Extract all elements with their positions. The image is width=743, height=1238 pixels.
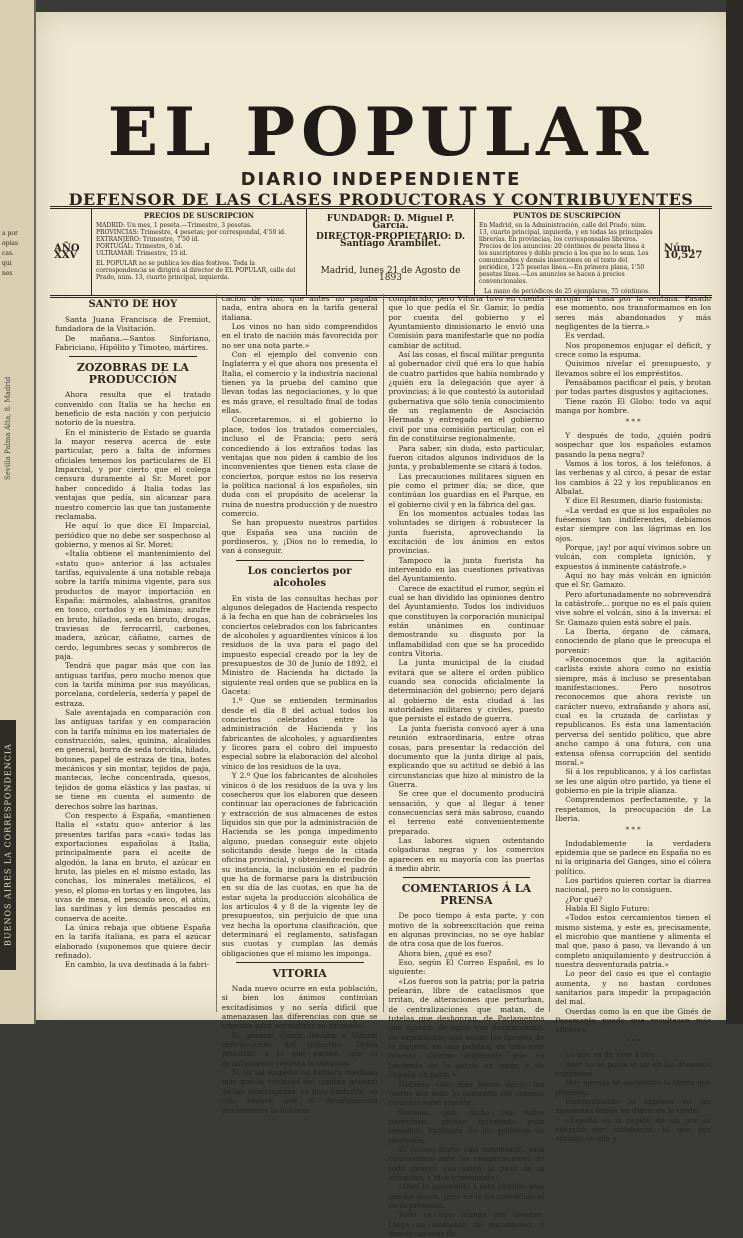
spine-dark-band: BUENOS AIRES LA CORRESPONDENCIA bbox=[0, 720, 16, 970]
paragraph: Las labores siguen ostentando colgaduras negras y los comercios aparecen en su mayoría con las puertas á medio abrir. bbox=[388, 835, 545, 873]
spine-fragment: a por bbox=[2, 230, 18, 237]
background-edge bbox=[726, 0, 743, 1024]
paragraph: Y 2.º Que los fabricantes de alcoholes vínicos ó de los residuos de la uva y los cosecheros que los elaboren que deseen continuar las operaciones de fabricación y extracción de sus almacenes de estos líquidos sin que por la administración de Hacienda se les ponga impedimento alguno, puedan conseguir este objeto solicitando desde luego de la citada oficina provincial, y obteniendo recibo de su instancia, la inclusión en el padrón que ha de formarse para la distribución en su día de las cuotas, en que ha de estar sujeta la producción alcohólica de los artículos 4 y 8 de la vigente ley de presupuestos, sin perjuicio de que una vez hecha la oportuna clasificación, que determinará el reglamento, satisfagan sus cuotas y cumplan las demás obligaciones que el mismo les imponga. bbox=[221, 771, 378, 958]
paragraph: «Dios lo concedido á este bendito país mucho dones, pero no le ha concedido el de la previsión. bbox=[388, 1182, 545, 1210]
column-1 bbox=[50, 294, 217, 1012]
article-headline: ZOZOBRAS DE LA PRODUCCIÓN bbox=[76, 361, 189, 387]
paragraph: «Los fueros son la patria; por la patria pelearán, libre de cataclismos que irritan, de alteraciones que perturban, de centralizaciones que matan, de tutelas que deshonran, de Parlamentos que agotan, de agios que desmoralizan, de expedientes que secan las fuentes de la riqueza, en una palabra, de todo este funesto sistema imperante que va haciendo de la patria un girón y de España un paria.» bbox=[388, 976, 545, 1080]
paragraph: Hubiera sido más breve decir: los fueros son todo lo contrario del sistema constitucional vigente. bbox=[388, 1079, 545, 1108]
paragraph: «España es la región de sol por su encanto por excelencia, la que por afirmar en ella y bbox=[555, 1115, 711, 1144]
paragraph: Nada nuevo ocurre en esta población, si bien los ánimos continúan excitadísimos y no sería difícil que amenazasen las diferencias con que se tropieza para normalizar su situación. bbox=[221, 984, 378, 1031]
paragraph: Vamos á los toros, á los teléfonos, á las verbenas y al circo, á pesar de estar los cambios á 22 y los republicanos en Albalat. bbox=[555, 458, 711, 496]
paragraph: Y dice El Resumen, diario fusionista: bbox=[565, 496, 703, 506]
article-headline: Los conciertos por alcoholes bbox=[247, 565, 352, 589]
paragraph: ¿Por qué? bbox=[565, 894, 603, 904]
paragraph: La única rebaja que obtiene España en la tarifa italiana, es para el azúcar elaborado (suponemos que quiere decir refinado). bbox=[55, 922, 211, 960]
paragraph: Aquí no hay más volcán en ignición que el Sr. Gamazo. bbox=[555, 570, 711, 590]
paragraph: Nos proponemos enjugar el déficit, y crece como la espuma. bbox=[555, 340, 711, 360]
paragraph: Comprendemos perfectamente, y la respetamos, la preocupación de La Iberia. bbox=[555, 795, 711, 823]
paragraph: Ahora bien, ¿qué es eso? bbox=[398, 948, 492, 958]
paragraph: «Italia obtiene el mantenimiento del «statu quo» anterior á las actuales tarifas, equivalente á una notable rebaja sobre la tarifa mínima vigente, para sus productos de mayor importación en España: mármoles, alabastros, granitos en tosco, cortados y en láminas; azufre en bruto, hilados, seda en bruto, drogas, traviesas de ferrocarril, carbones, madera, azúcar, cáñamo, carnes de cerdo, legumbres secas y sombreros de paja. bbox=[55, 549, 211, 661]
prices-note: EL POPULAR no se publica los días festivos. Toda la correspondencia se dirigirá al director de EL POPULAR, calle del Prado, núm. 13, cuarto principal, izquierda. bbox=[96, 260, 296, 281]
price-line: ULTRAMAR: Trimestre, 15 id. bbox=[96, 250, 188, 257]
price-line: EXTRANJERO: Trimestre, 7'50 id. bbox=[96, 236, 200, 243]
subscription-prices-title: PRECIOS DE SUSCRIPCION bbox=[143, 211, 255, 220]
spine-fragment: cas. bbox=[2, 250, 14, 257]
paragraph: De mañana.—Santos Sinforiano, Fabriciano, Hipólito y Timoteo, mártires. bbox=[55, 333, 211, 353]
spine-fragment: qui bbox=[2, 260, 12, 267]
masthead bbox=[36, 93, 726, 209]
subscription-points-box bbox=[475, 209, 660, 295]
paragraph: Las precauciones militares siguen en pie como el primer día; se dice, que continúan los guardias en el Parque, en el gobierno civil y en la fábrica del gas. bbox=[388, 471, 545, 509]
paragraph: La junta fuerista convocó ayer á una reunión extraordinaria, entre otras cosas, para presentar la redacción del documento que la junta dirige al país, explicando que su actitud se debió á las circunstancias que hizo al ministro de la Guerra. bbox=[388, 723, 545, 789]
paragraph: Lo que va de ayer á hoy. bbox=[565, 1050, 656, 1060]
paragraph: Para saber, sin duda, esto particular, fueron citados algunos individuos de la junta, y probablemente se citará á todos. bbox=[388, 443, 545, 472]
paragraph: arrojar la casa por la ventana. Pasado ese momento, nos transformamos en los seres más abandonados y más negligentes de la tierra.» bbox=[555, 294, 711, 332]
paragraph: Sale aventajada en comparación con las antiguas tarifas y en comparación con la tarifa mínima en los materiales de construcción, sales, quinina, alcaloides en general, borra de seda torcida, hilado, botones, papel de estraza de tina, botes mecánicos y sin montar, tejidos de paja, mantecas, leche concentrada, quesos, tejidos de goma elástica y las pastas, si se tiene en cuenta el aumento de derechos sobre las harinas. bbox=[55, 708, 211, 811]
divider bbox=[236, 962, 364, 963]
spine-vertical-text: Sevilla Palma Alta, 8. Madrid bbox=[4, 376, 12, 480]
paragraph: En vista de las consultas hechas por algunos delegados de Hacienda respecto á la fecha en que han de cobrárseles los conciertos celebrados con los fabricantes de alcoholes y aguardientes vínicos á los residuos de la uva para el pago del impuesto especial creado por la ley de presupuestos de 30 de Junio de 1892, el Ministro de Hacienda ha dictado la siguiente real orden que se publica en la Gaceta: bbox=[221, 593, 378, 697]
paragraph: Y después de todo, ¿quién podrá sospechar que los españoles estamos pasando la pena negra? bbox=[555, 430, 711, 459]
column-4 bbox=[550, 294, 716, 1144]
header-info-row bbox=[50, 206, 712, 298]
article-headline: VITORIA bbox=[272, 967, 327, 981]
paragraph: Los vinos no han sido comprendidos en el trato de nación más favorecida por no ser una nota parte.» bbox=[221, 322, 378, 350]
paragraph: cación de vino, que antes no pagaba nada, entra ahora en la tarifa general italiana. bbox=[221, 294, 378, 322]
issue-number: Núm. 10,527 bbox=[664, 243, 703, 261]
paragraph: complacido, pero Vitoria tuvo en cuenta que lo que pedía el Sr. Gamir, lo pedía por cuenta del gobierno y el Ayuntamiento dimisionario le envió una Comisión para manifestarle que no podía cambiar de actitud. bbox=[388, 294, 545, 350]
separator: * * * bbox=[625, 826, 641, 835]
issue-date: Madrid, lunes 21 de Agosto de 1893 bbox=[320, 266, 461, 283]
paragraph: Todo va aquí manga por hombre. Llega un momento de entusiasmo, y somos capaces de bbox=[388, 1210, 545, 1238]
paragraph: En el ministerio de Estado se guarda la mayor reserva acerca de este particular, pero a falta de informes oficiales tenemos los particulares de El Imparcial, y por cierto que el colega censura duramente al Sr. Moret por haber concedido á Italia todas las ventajas que pedía, sin alcanzar para nuestro comercio las que tan justamente reclamaba. bbox=[55, 427, 211, 521]
article-headline: COMENTARIOS Á LA PRENSA bbox=[401, 882, 532, 908]
paragraph: Se han propuesto nuestros partidos que España sea una nación de pordioseros, y, ¡Dios no lo remedia, lo van á conseguir. bbox=[221, 518, 378, 556]
price-line: PROVINCIAS: Trimestre, 4 pesetas; por correspondal, 4'50 id. bbox=[96, 229, 286, 236]
paragraph: Habla El Siglo Futuro: bbox=[565, 904, 650, 913]
paragraph: Eso, según El Correo Español, es lo siguiente: bbox=[388, 958, 545, 977]
paragraph: De poco tiempo á esta parte, y con motivo de la sobreexcitación que reina en algunas provincias, no se oye hablar de otra cosa que de los fueros. bbox=[388, 911, 545, 949]
paragraph: «Todos estos cercamientos tienen el mismo sistema, y este es, precisamente, el microbio que mantiene y alimenta el mal que, paso á paso, va llevando á un completo aniquilamiento y destrucción á nuestra desventurada patria.» bbox=[555, 913, 711, 970]
paragraph: Indudablemente la verdadera epidemia que se padece en España no es ni la originaria del Ganges, sino el cólera político. bbox=[555, 838, 711, 876]
paragraph: Tendrá que pagar más que con las antiguas tarifas, pero mucho menos que con la tarifa mínima por sus mayólicas, porcelana, cordelería, sedería y papel de estraza. bbox=[55, 661, 211, 708]
paragraph: Sistema, que, dicho sea entre paréntesis, parece inventado para beneficio exclusivo de los políticos de profesión. bbox=[388, 1107, 545, 1145]
paragraph: Concretaremos, si el gobierno lo place, todos los tratados comerciales, incluso el de Francia; pero será concediendo á los extraños todas las ventajas que nos piden á cambio de los inconvenientes que tienen esta clase de conciertos, porque estos no los reserva la política nacional á los españoles, sin duda con el propósito de acelerar la ruina de nuestra producción y de nuestro comercio. bbox=[221, 415, 378, 518]
paragraph: «Reconocemos que la agitación carlista existe ahora como no existía siempre, más á incluso se presentaban manifestaciones. Pero nosotros reconocemos que ahora reviste un carácter nuevo, extrañando y ahora así, cual es la cruzada de carlistas y republicanos. Es ésta una lamentación perversa del sentido político, que abre ancho campo á una futura, con una extensa ofensa corrupción del sentido moral.» bbox=[555, 655, 711, 767]
adjacent-page-spine bbox=[0, 0, 36, 1024]
paragraph: Así las cosas, el fiscal militar pregunta al gobernador civil qué era lo que había de cuatro partidos que había nombrado y ¿quién era la delegación que ayer á provincias; á lo que contestó la autoridad gubernativa que sólo tenía conocimiento de un reglamento de Asociación Hermada y entregado en el gobierno civil por una comisión particular, con el fin de constituirse regionalmente. bbox=[388, 350, 545, 444]
paragraph: Lo peor del caso es que el contagio aumenta, y no bastan cordones sanitarios para impedir la propagación del mal. bbox=[555, 969, 711, 1007]
paragraph: Ayer no se ponía el sol en los dominios españoles. bbox=[555, 1059, 711, 1078]
founder-line: FUNDADOR: D. Miguel P. García. bbox=[326, 214, 455, 231]
paragraph: El Globo, diario casi ministerial, está consternado ante las complicaciones de todo género que salen al paso de la situación, y dice tristemente: bbox=[388, 1144, 545, 1182]
paragraph: Hoy apenas se encuentra la tierra que pisamos. bbox=[555, 1078, 711, 1097]
paragraph: La Iberia, órgano de cámara, conociendo de plano que le preocupa el porvenir: bbox=[555, 627, 711, 655]
section-heading: SANTO DE HOY bbox=[88, 299, 178, 310]
paragraph: Se cree que el documento producirá sensación, y que al llegar á tener consecuencias será más sabroso, cuando el terreno esté convenientemente preparado. bbox=[388, 789, 545, 836]
paragraph: Oserdas como la en que ibe Ginés de Pasamonte puede que resultasen más eficaces. bbox=[555, 1006, 711, 1035]
price-line: MADRID: Un mes, 1 peseta.—Trimestre, 3 pesetas. bbox=[96, 222, 252, 229]
paragraph: Si en tal empeño no hubiera mediado más que la voluntad del capitán general de las Vascongadas, es muy probable, es casi seguro que el Ayuntamiento dimisionario lo hubiese bbox=[221, 1068, 378, 1115]
divider bbox=[69, 356, 197, 357]
paragraph: En cambio, la uva destinada á la fabri- bbox=[65, 960, 210, 970]
column-3 bbox=[384, 294, 551, 1238]
paragraph: En los momentos actuales todas las voluntades se dirigen á robustecer la junta fuerista, aprovechando la excitación de los ánimos en estos provincias. bbox=[388, 508, 545, 556]
subscription-points-note: La mano de periódicos de 25 ejemplares, 75 céntimos. bbox=[483, 288, 650, 295]
subscription-prices-box bbox=[92, 209, 307, 295]
divider bbox=[403, 877, 531, 878]
paragraph: Santa Juana Francisca de Fremiot, fundadora de la Visitación. bbox=[55, 315, 211, 334]
separator: * * * bbox=[625, 1037, 641, 1046]
year-label: AÑO XXV bbox=[50, 209, 92, 295]
paragraph: El general Gamir llevaba á Vitoria instrucciones del gobierno. Debía procurar, á lo que parece, que el Ayuntamiento retirara la dimisión. bbox=[221, 1030, 378, 1068]
paragraph: Pero afortunadamente no sobrevendrá la catástrofe... porque no es el país quien vive sobre el volcán, sino á la inversa: el Sr. Gamazo quien está sobre el país. bbox=[555, 589, 711, 627]
founder-box bbox=[307, 209, 475, 295]
paragraph: Pensábamos pacificar el país, y brotan por todas partes disgustos y agitaciones. bbox=[555, 378, 711, 397]
spine-fragment: opias bbox=[2, 240, 19, 247]
paragraph: Quisimos nivelar el presupuesto, y llevamos sobre el los empréstitos. bbox=[555, 359, 711, 378]
paragraph: He aquí lo que dice El Imparcial, periódico que no debe ser sospechoso al gobierno, y menos al Sr. Moret: bbox=[55, 521, 211, 549]
paragraph: Si á los republicanos, y á los carlistas se les une algún otro partido, ya tiene el gobierno en pie la triple alianza. bbox=[555, 767, 711, 795]
paragraph: 1.º Que se entienden terminados desde el día 8 del actual todos los conciertos celebrados entre la administración de Hacienda y los fabricantes de alcoholes, y aguardientes y licores para el cobro del impuesto especial sobre la elaboración del alcohol vínico de los residuos de la uva. bbox=[221, 696, 378, 771]
director-line: DIRECTOR-PROPIETARIO: D. Santiago Arambilet. bbox=[316, 232, 465, 249]
paragraph: La junta municipal de la ciudad evitará que se altere el orden público cuando sea conocida oficialmente la determinación del gobierno; pero dejará al gobierno de esta ciudad á las autoridades militares y civiles, puesto que persiste el estado de guerra. bbox=[388, 658, 545, 724]
paragraph: Porque, ¡ay! por aquí vivimos sobre un volcán, con completa ignición, y expuestos á inminente catástrofe.» bbox=[555, 542, 711, 571]
subscription-points-title: PUNTOS DE SUSCRIPCION bbox=[513, 211, 621, 220]
paragraph: «La verdad es que si los españoles no fuésemos tan indiferentes, debíamos estar siempre con las lágrimas en los ojos. bbox=[555, 505, 711, 543]
newspaper-tagline: DEFENSOR DE LAS CLASES PRODUCTORAS Y CONTRIBUYENTES bbox=[68, 190, 694, 209]
subscription-points-text: En Madrid, en la Administración, calle del Prado, núm. 13, cuarto principal, izquierda, y en todas las principales librerías. En provincias, los corresponsales libreros. Precios de los anuncios: 20 céntimos de peseta línea á los suscriptores y doble precio á los que no lo sean. Los comunicados y demás inserciones en el texto del periódico, 1'25 pesetas línea.—En primera plana, 1'50 pesetas línea.—Los anuncios se hacen á precios convencionales. bbox=[479, 222, 653, 285]
paragraph: Tampoco la junta fuerista ha intervenido en las cuestiones privativas del Ayuntamiento. bbox=[388, 555, 545, 584]
paragraph: Efectivamente lo expresa en las siguientes líneas un diario de la tarde: bbox=[555, 1096, 711, 1116]
paragraph: Ahora resulta que el tratado convenido con Italia se ha hecho en beneficio de esta nación y con perjuicio notorio de la nuestra. bbox=[55, 390, 211, 428]
paragraph: Con el ejemplo del convenio con Inglaterra y el que ahora nos presenta el Italia, el comercio y la industria nacional tienen ya la prueba del camino que llevan todas las negociaciones, y lo que es más grave, el resultado final de todas ellas. bbox=[221, 350, 378, 416]
paragraph: Es verdad. bbox=[565, 331, 606, 341]
divider bbox=[236, 560, 364, 561]
newspaper-subtitle: DIARIO INDEPENDIENTE bbox=[240, 169, 522, 190]
column-2 bbox=[217, 294, 384, 1115]
spine-fragment: nes bbox=[2, 270, 13, 277]
newspaper-title: EL POPULAR bbox=[107, 93, 655, 171]
newspaper-page bbox=[36, 12, 726, 1238]
price-line: PORTUGAL: Trimestre, 6 id. bbox=[96, 243, 183, 250]
paragraph: Tiene razón El Globo: todo va aquí manga por hombre. bbox=[555, 396, 711, 416]
paragraph: Con respecto á España, «mantienen Italia el «statu quo» anterior á las presentes tarifas para «casi» todas las exportaciones españolas á Italia, principalmente para el aceite de algodón, la lana en bruto, el azúcar en bruto, las pieles en el mismo estado, las conchas, los minerales metálicos, el yeso, el plomo en tortas y en lingotes, las uvas de mesa, el pescado seco, el atún, las sardinas y los demás pescados en conserva de aceite. bbox=[55, 810, 211, 923]
paragraph: Los partidos quieren cortar la diarrea nacional, pero no lo consiguen. bbox=[555, 875, 711, 895]
article-columns bbox=[50, 294, 716, 1238]
paragraph: Carece de exactitud el rumor, según el cual se han dividido las opiniones dentro del Ayuntamiento. Todos los individuos que constituyen la corporación municipal están unánimes en continuar demostrando su disgusto por la inflamabilidad con que se ha procedido contra Vitoria. bbox=[388, 583, 545, 659]
separator: * * * bbox=[625, 418, 641, 427]
